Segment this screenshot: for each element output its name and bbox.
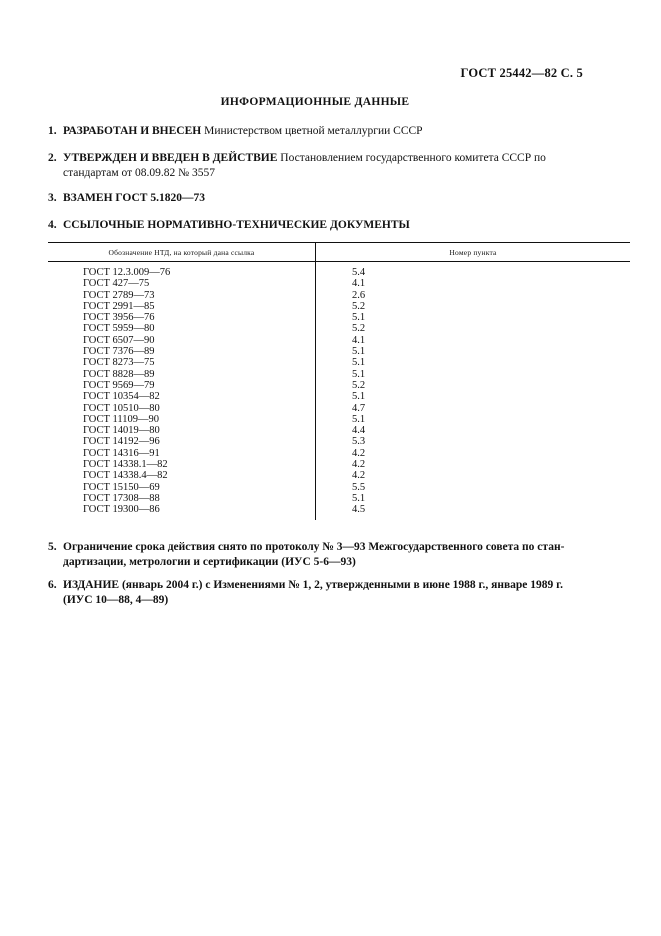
document-designation: ГОСТ 10510—80 (48, 403, 316, 414)
table-row (48, 278, 630, 289)
table-row (48, 459, 630, 470)
item-number: 5. (48, 541, 57, 553)
table-row (48, 312, 630, 323)
table-row (48, 504, 630, 519)
table-row (48, 369, 630, 380)
document-designation: ГОСТ 7376—89 (48, 346, 316, 357)
clause-number: 4.2 (352, 459, 366, 471)
document-designation: ГОСТ 17308—88 (48, 493, 316, 504)
document-designation: ГОСТ 8273—75 (48, 357, 316, 368)
item-heading: ВЗАМЕН ГОСТ 5.1820—73 (63, 192, 205, 204)
document-designation: ГОСТ 19300—86 (48, 504, 316, 519)
clause-number: 5.1 (352, 413, 366, 425)
clause-number: 5.2 (352, 323, 366, 335)
clause-number: 5.1 (352, 346, 366, 358)
table-row (48, 335, 630, 346)
document-designation: ГОСТ 9569—79 (48, 380, 316, 391)
item-3 (48, 191, 588, 206)
document-designation: ГОСТ 14338.4—82 (48, 470, 316, 481)
table-row (48, 357, 630, 368)
table-header-row (48, 243, 630, 262)
item-text-continued: стандартам от 08.09.82 № 3557 (63, 167, 215, 179)
item-number: 1. (48, 125, 57, 137)
table-row (48, 323, 630, 334)
item-number: 3. (48, 192, 57, 204)
table-row (48, 414, 630, 425)
clause-number: 5.2 (352, 379, 366, 391)
document-designation: ГОСТ 12.3.009—76 (48, 262, 316, 279)
item-heading: УТВЕРЖДЕН И ВВЕДЕН В ДЕЙСТВИЕ (63, 152, 278, 164)
item-2 (48, 151, 588, 181)
clause-number: 5.2 (352, 300, 366, 312)
document-designation: ГОСТ 14316—91 (48, 448, 316, 459)
item-text: Постановлением государственного комитета СССР по (277, 152, 546, 164)
table-row (48, 301, 630, 312)
document-designation: ГОСТ 15150—69 (48, 482, 316, 493)
clause-number: 4.1 (352, 278, 366, 290)
document-designation: ГОСТ 5959—80 (48, 323, 316, 334)
clause-number: 5.4 (352, 267, 366, 278)
clause-number: 2.6 (352, 289, 366, 301)
document-designation: ГОСТ 8828—89 (48, 369, 316, 380)
clause-number: 5.1 (352, 368, 366, 380)
item-text: Ограничение срока действия снято по протоколу № 3—93 Межгосударственного совета по стан- (63, 541, 565, 553)
column-header-document: Обозначение НТД, на который дана ссылка (48, 243, 316, 262)
document-designation: ГОСТ 6507—90 (48, 335, 316, 346)
clause-number: 4.7 (352, 402, 366, 414)
clause-number: 5.1 (352, 391, 366, 403)
document-designation: ГОСТ 14338.1—82 (48, 459, 316, 470)
item-number: 6. (48, 579, 57, 591)
table-row (48, 380, 630, 391)
item-text-continued: (ИУС 10—88, 4—89) (63, 594, 169, 606)
clause-number: 4.4 (352, 425, 366, 437)
clause-number: 5.1 (352, 312, 366, 324)
document-designation: ГОСТ 14019—80 (48, 425, 316, 436)
document-designation: ГОСТ 3956—76 (48, 312, 316, 323)
table-row (48, 346, 630, 357)
item-number: 4. (48, 219, 57, 231)
clause-number: 5.1 (352, 492, 366, 504)
column-header-clause: Номер пункта (316, 243, 631, 262)
section-title: ИНФОРМАЦИОННЫЕ ДАННЫЕ (220, 96, 410, 108)
clause-number: 5.5 (352, 481, 366, 493)
item-heading: ССЫЛОЧНЫЕ НОРМАТИВНО-ТЕХНИЧЕСКИЕ ДОКУМЕНТЫ (63, 219, 410, 231)
item-6 (48, 578, 588, 608)
table-row (48, 425, 630, 436)
item-4 (48, 218, 588, 233)
table-row (48, 391, 630, 402)
clause-number: 5.3 (352, 436, 366, 448)
item-heading: ИЗДАНИЕ (63, 579, 120, 591)
document-designation: ГОСТ 14192—96 (48, 436, 316, 447)
clause-number: 4.2 (352, 470, 366, 482)
item-number: 2. (48, 152, 57, 164)
references-table (48, 242, 630, 520)
table-row (48, 262, 630, 279)
document-designation: ГОСТ 10354—82 (48, 391, 316, 402)
page-header: ГОСТ 25442—82 С. 5 (460, 66, 583, 80)
table-row (48, 448, 630, 459)
table-row (48, 436, 630, 447)
document-designation: ГОСТ 2789—73 (48, 290, 316, 301)
clause-number: 4.5 (352, 504, 366, 516)
table-row (48, 482, 630, 493)
document-designation: ГОСТ 427—75 (48, 278, 316, 289)
item-text: Министерством цветной металлургии СССР (201, 125, 423, 137)
document-designation: ГОСТ 11109—90 (48, 414, 316, 425)
item-text: (январь 2004 г.) с Изменениями № 1, 2, утвержденными в июне 1988 г., январе 1989 г. (119, 579, 563, 591)
table-row (48, 290, 630, 301)
item-1 (48, 124, 588, 139)
table-row (48, 403, 630, 414)
table-row (48, 493, 630, 504)
clause-number: 5.1 (352, 357, 366, 369)
clause-number: 4.1 (352, 334, 366, 346)
item-5 (48, 540, 588, 570)
table-row (48, 470, 630, 481)
clause-number: 4.2 (352, 447, 366, 459)
item-text-continued: дартизации, метрологии и сертификации (ИУС 5-6—93) (63, 556, 356, 568)
item-heading: РАЗРАБОТАН И ВНЕСЕН (63, 125, 202, 137)
document-designation: ГОСТ 2991—85 (48, 301, 316, 312)
